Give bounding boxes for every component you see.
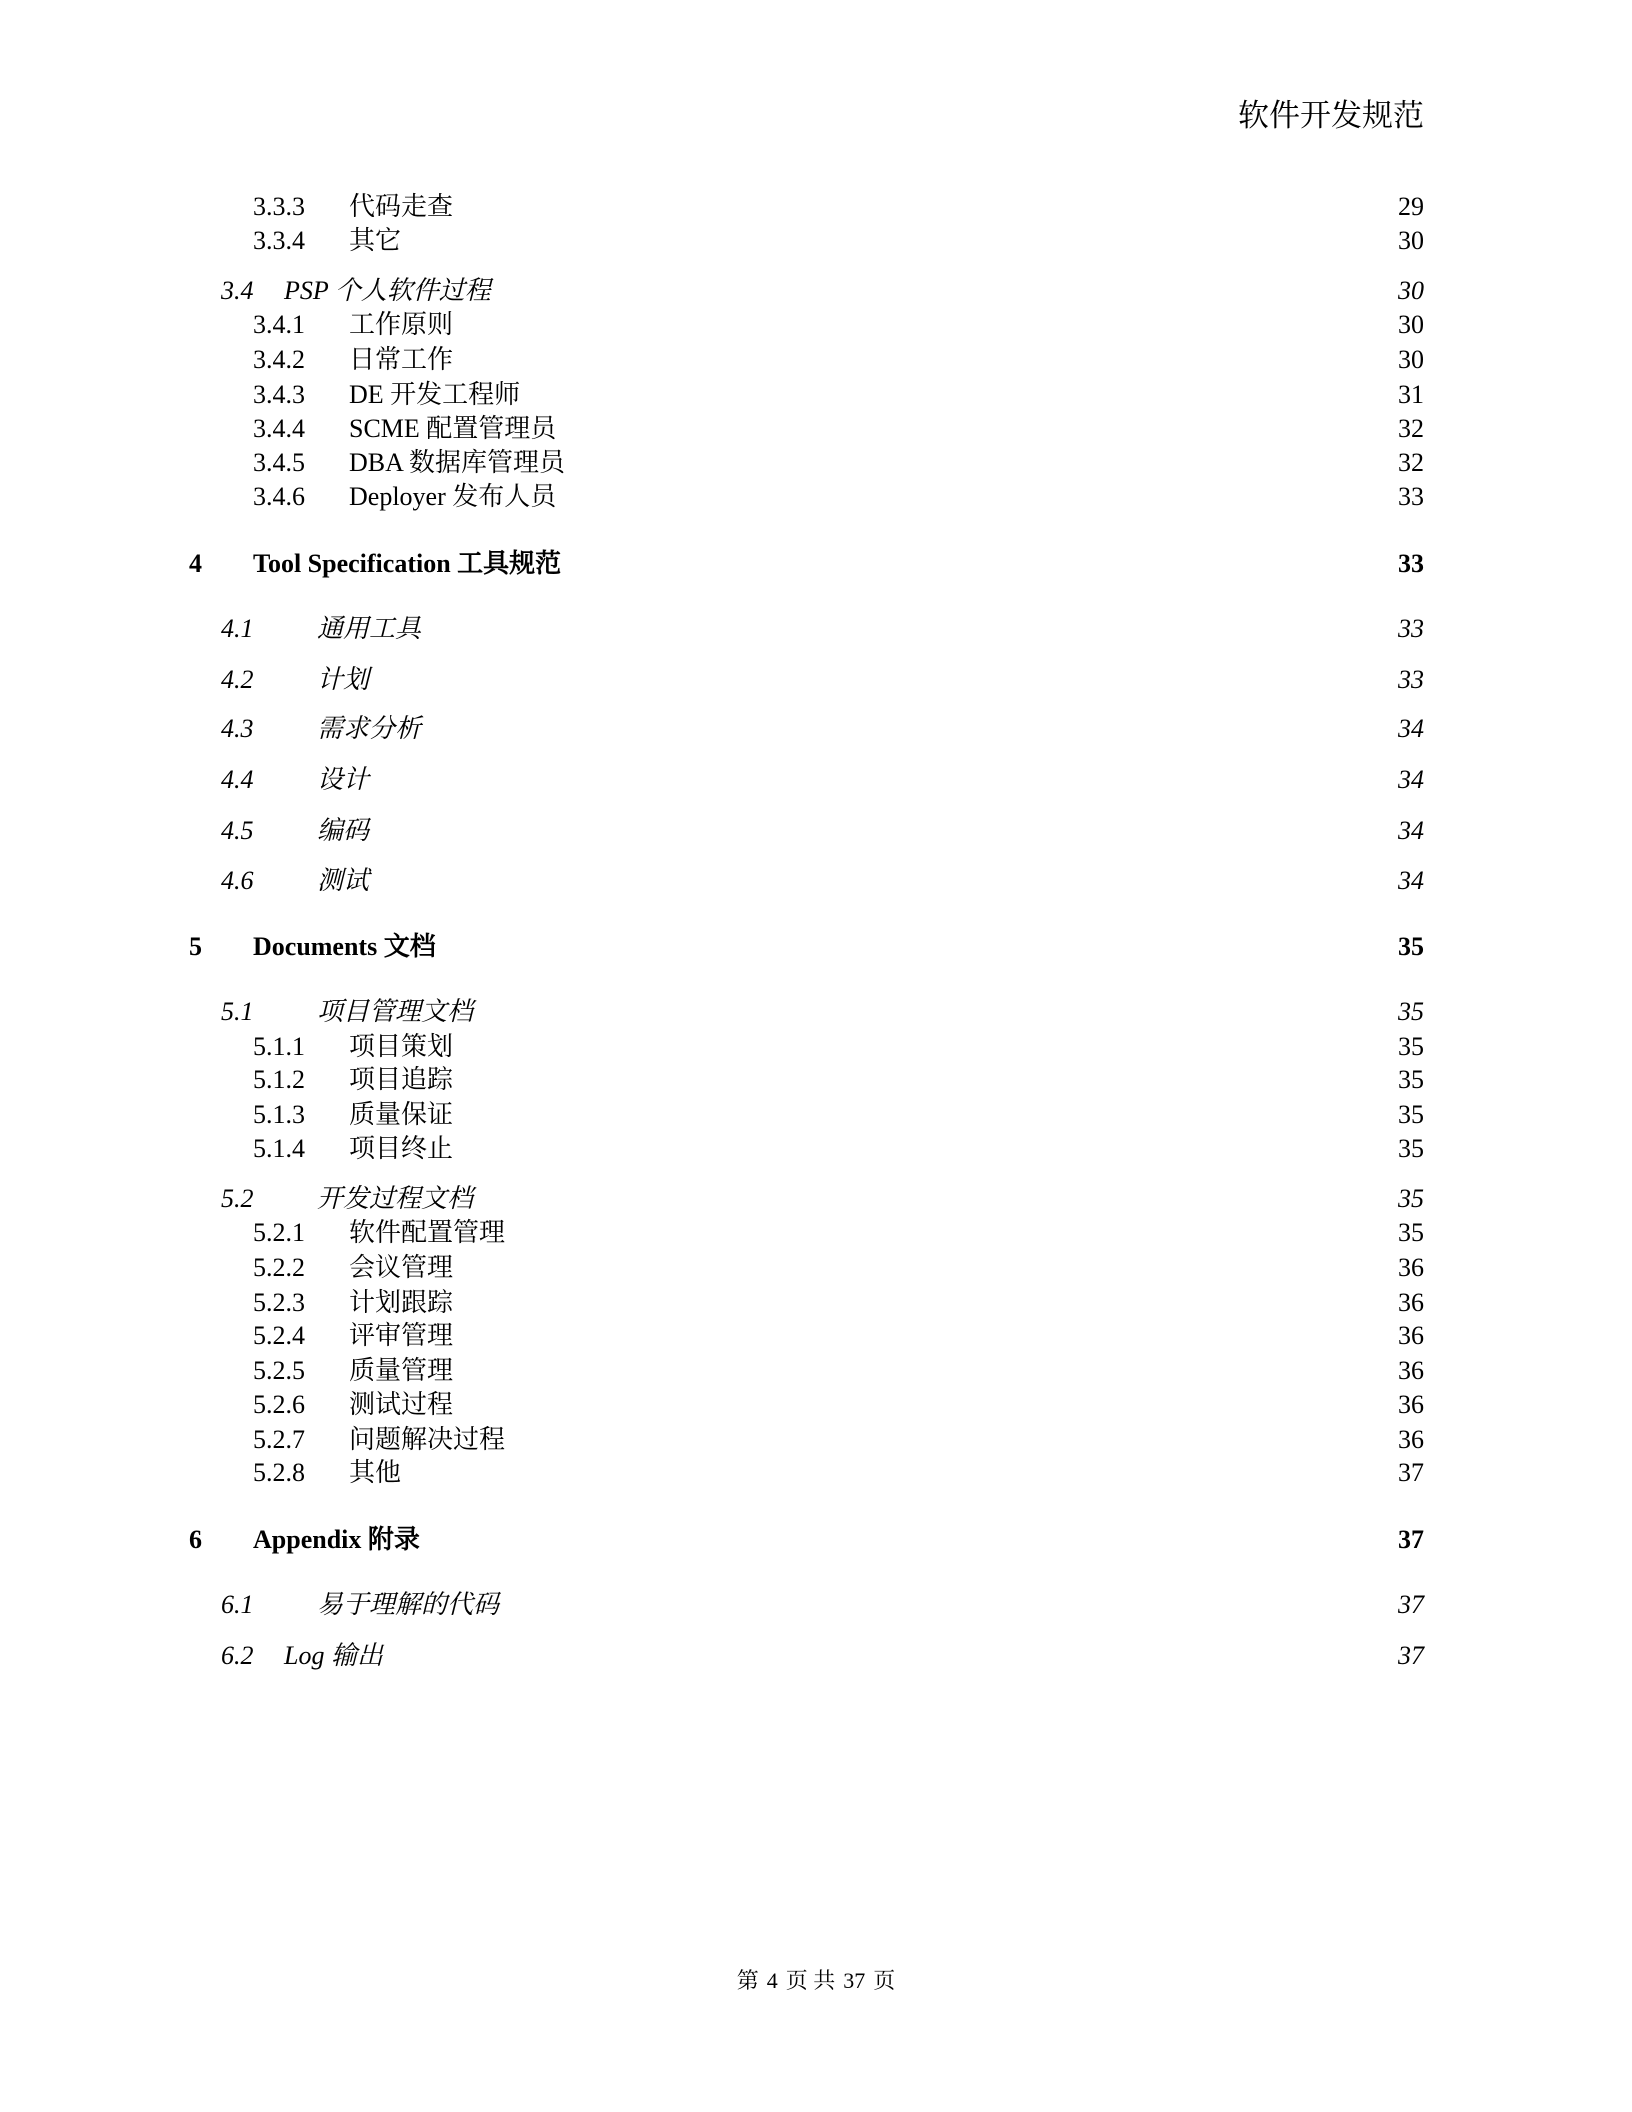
toc-entry-title: 计划跟踪 bbox=[349, 1288, 454, 1317]
toc-entry-page: 29 bbox=[1398, 192, 1424, 221]
toc-entry[interactable] bbox=[0, 1251, 1632, 1285]
toc-entry-number: 6 bbox=[189, 1525, 202, 1554]
toc-entry[interactable] bbox=[0, 864, 1632, 898]
toc-entry-number: 3.4.6 bbox=[253, 482, 305, 511]
toc-entry[interactable] bbox=[0, 412, 1632, 446]
toc-entry-number: 3.4 bbox=[221, 276, 254, 305]
toc-entry[interactable] bbox=[0, 763, 1632, 797]
toc-entry-title: 需求分析 bbox=[317, 714, 422, 743]
toc-entry-title: 开发过程文档 bbox=[317, 1184, 474, 1213]
toc-entry-page: 35 bbox=[1398, 1218, 1424, 1247]
toc-entry-number: 5.2.6 bbox=[253, 1390, 305, 1419]
toc-entry-number: 4.1 bbox=[221, 614, 254, 643]
toc-entry-title: Log 输出 bbox=[284, 1641, 383, 1670]
toc-entry[interactable] bbox=[0, 663, 1632, 697]
toc-entry-page: 32 bbox=[1398, 414, 1424, 443]
toc-entry-title: DE 开发工程师 bbox=[349, 380, 521, 409]
toc-entry[interactable] bbox=[0, 378, 1632, 412]
toc-entry-title: 编码 bbox=[317, 816, 370, 845]
toc-entry-page: 36 bbox=[1398, 1288, 1424, 1317]
toc-entry-page: 35 bbox=[1398, 1032, 1424, 1061]
toc-entry[interactable] bbox=[0, 547, 1632, 581]
toc-entry-title: 项目追踪 bbox=[349, 1065, 454, 1094]
page-footer bbox=[0, 1966, 1632, 1996]
toc-entry-title: 质量保证 bbox=[349, 1100, 454, 1129]
toc-entry-title: 代码走查 bbox=[349, 192, 454, 221]
toc-entry-page: 35 bbox=[1398, 932, 1424, 961]
toc-entry-number: 4.4 bbox=[221, 765, 254, 794]
toc-entry[interactable] bbox=[0, 1319, 1632, 1353]
toc-entry-number: 5.1.4 bbox=[253, 1134, 305, 1163]
footer-mid: 页 共 bbox=[785, 1968, 836, 1993]
toc-entry[interactable] bbox=[0, 1523, 1632, 1557]
toc-entry-number: 4 bbox=[189, 549, 202, 578]
toc-entry-page: 35 bbox=[1398, 1134, 1424, 1163]
toc-entry-title: 计划 bbox=[317, 665, 370, 694]
toc-entry-title: 测试过程 bbox=[349, 1390, 454, 1419]
toc-entry[interactable] bbox=[0, 224, 1632, 258]
toc-entry-title: Tool Specification 工具规范 bbox=[253, 549, 562, 578]
toc-entry-number: 6.2 bbox=[221, 1641, 254, 1670]
toc-entry-page: 34 bbox=[1398, 714, 1424, 743]
toc-entry[interactable] bbox=[0, 612, 1632, 646]
footer-prefix: 第 bbox=[736, 1968, 759, 1993]
toc-entry[interactable] bbox=[0, 1388, 1632, 1422]
toc-entry-number: 5.1.1 bbox=[253, 1032, 305, 1061]
toc-entry[interactable] bbox=[0, 712, 1632, 746]
toc-entry-title: Appendix 附录 bbox=[253, 1525, 420, 1554]
toc-entry[interactable] bbox=[0, 446, 1632, 480]
toc-entry-title: 其它 bbox=[349, 226, 402, 255]
toc-entry-number: 3.4.1 bbox=[253, 310, 305, 339]
toc-entry-number: 3.3.4 bbox=[253, 226, 305, 255]
toc-entry-title: 评审管理 bbox=[349, 1321, 454, 1350]
toc-entry[interactable] bbox=[0, 190, 1632, 224]
toc-entry-number: 5.2.3 bbox=[253, 1288, 305, 1317]
toc-entry-title: 工作原则 bbox=[349, 310, 454, 339]
toc-entry-title: 日常工作 bbox=[349, 345, 454, 374]
toc-entry[interactable] bbox=[0, 995, 1632, 1029]
toc-entry[interactable] bbox=[0, 308, 1632, 342]
toc-entry-page: 36 bbox=[1398, 1425, 1424, 1454]
toc-entry[interactable] bbox=[0, 1423, 1632, 1457]
toc-entry-number: 3.4.5 bbox=[253, 448, 305, 477]
toc-entry[interactable] bbox=[0, 1354, 1632, 1388]
toc-entry[interactable] bbox=[0, 1182, 1632, 1216]
toc-entry-page: 33 bbox=[1398, 614, 1424, 643]
toc-entry-title: 问题解决过程 bbox=[349, 1425, 506, 1454]
toc-entry-page: 36 bbox=[1398, 1390, 1424, 1419]
toc-entry-number: 5.1.2 bbox=[253, 1065, 305, 1094]
toc-entry-number: 4.3 bbox=[221, 714, 254, 743]
toc-entry[interactable] bbox=[0, 343, 1632, 377]
toc-entry[interactable] bbox=[0, 814, 1632, 848]
toc-entry-title: 软件配置管理 bbox=[349, 1218, 506, 1247]
toc-entry-title: 项目策划 bbox=[349, 1032, 454, 1061]
toc-entry-page: 35 bbox=[1398, 1100, 1424, 1129]
toc-entry-number: 5.2.5 bbox=[253, 1356, 305, 1385]
toc-entry-number: 5.2.4 bbox=[253, 1321, 305, 1350]
toc-entry-page: 33 bbox=[1398, 549, 1424, 578]
toc-entry[interactable] bbox=[0, 480, 1632, 514]
toc-entry-number: 5.2.2 bbox=[253, 1253, 305, 1282]
toc-entry-number: 5.2.7 bbox=[253, 1425, 305, 1454]
toc-entry-number: 4.2 bbox=[221, 665, 254, 694]
toc-entry-page: 30 bbox=[1398, 276, 1424, 305]
toc-entry-number: 6.1 bbox=[221, 1590, 254, 1619]
toc-entry-page: 30 bbox=[1398, 310, 1424, 339]
toc-entry-title: 项目终止 bbox=[349, 1134, 454, 1163]
toc-entry[interactable] bbox=[0, 1456, 1632, 1490]
toc-entry-number: 3.3.3 bbox=[253, 192, 305, 221]
footer-suffix: 页 bbox=[873, 1968, 896, 1993]
footer-total-pages: 37 bbox=[843, 1968, 866, 1993]
toc-entry-page: 31 bbox=[1398, 380, 1424, 409]
document-header-title: 软件开发规范 bbox=[1238, 98, 1424, 133]
toc-entry-title: 设计 bbox=[317, 765, 370, 794]
toc-entry-page: 33 bbox=[1398, 665, 1424, 694]
toc-entry[interactable] bbox=[0, 274, 1632, 308]
toc-entry-number: 5.1 bbox=[221, 997, 254, 1026]
toc-entry[interactable] bbox=[0, 1639, 1632, 1673]
toc-entry-title: Documents 文档 bbox=[253, 932, 436, 961]
toc-entry[interactable] bbox=[0, 1030, 1632, 1064]
toc-entry-number: 5 bbox=[189, 932, 202, 961]
toc-entry-title: 项目管理文档 bbox=[317, 997, 474, 1026]
toc-entry-page: 36 bbox=[1398, 1321, 1424, 1350]
toc-entry-number: 5.2.8 bbox=[253, 1458, 305, 1487]
toc-entry-title: 会议管理 bbox=[349, 1253, 454, 1282]
toc-entry[interactable] bbox=[0, 1216, 1632, 1250]
footer-current-page: 4 bbox=[766, 1968, 778, 1993]
toc-entry-title: 测试 bbox=[317, 866, 370, 895]
toc-entry[interactable] bbox=[0, 1132, 1632, 1166]
toc-entry-page: 34 bbox=[1398, 816, 1424, 845]
toc-entry-title: PSP 个人软件过程 bbox=[284, 276, 491, 305]
toc-entry-page: 35 bbox=[1398, 1065, 1424, 1094]
toc-entry-title: 通用工具 bbox=[317, 614, 422, 643]
toc-entry-page: 30 bbox=[1398, 345, 1424, 374]
toc-entry[interactable] bbox=[0, 1063, 1632, 1097]
toc-entry-title: 易于理解的代码 bbox=[317, 1590, 500, 1619]
toc-entry-page: 30 bbox=[1398, 226, 1424, 255]
toc-entry-page: 37 bbox=[1398, 1525, 1424, 1554]
toc-entry[interactable] bbox=[0, 1098, 1632, 1132]
toc-entry-page: 37 bbox=[1398, 1590, 1424, 1619]
toc-entry-number: 5.2 bbox=[221, 1184, 254, 1213]
toc-entry-page: 35 bbox=[1398, 997, 1424, 1026]
toc-entry-page: 37 bbox=[1398, 1458, 1424, 1487]
toc-entry-page: 34 bbox=[1398, 866, 1424, 895]
toc-entry-number: 3.4.2 bbox=[253, 345, 305, 374]
toc-entry-page: 34 bbox=[1398, 765, 1424, 794]
toc-entry-page: 36 bbox=[1398, 1356, 1424, 1385]
toc-entry-number: 3.4.4 bbox=[253, 414, 305, 443]
toc-entry[interactable] bbox=[0, 930, 1632, 964]
toc-entry-title: SCME 配置管理员 bbox=[349, 414, 557, 443]
toc-entry-page: 32 bbox=[1398, 448, 1424, 477]
toc-entry-number: 5.2.1 bbox=[253, 1218, 305, 1247]
toc-entry[interactable] bbox=[0, 1286, 1632, 1320]
toc-entry-number: 4.5 bbox=[221, 816, 254, 845]
toc-entry-number: 3.4.3 bbox=[253, 380, 305, 409]
toc-entry-page: 35 bbox=[1398, 1184, 1424, 1213]
toc-entry[interactable] bbox=[0, 1588, 1632, 1622]
toc-entry-title: Deployer 发布人员 bbox=[349, 482, 557, 511]
toc-entry-page: 37 bbox=[1398, 1641, 1424, 1670]
toc-entry-number: 4.6 bbox=[221, 866, 254, 895]
toc-entry-number: 5.1.3 bbox=[253, 1100, 305, 1129]
toc-entry-page: 33 bbox=[1398, 482, 1424, 511]
toc-entry-page: 36 bbox=[1398, 1253, 1424, 1282]
toc-entry-title: 其他 bbox=[349, 1458, 402, 1487]
toc-entry-title: DBA 数据库管理员 bbox=[349, 448, 565, 477]
toc-entry-title: 质量管理 bbox=[349, 1356, 454, 1385]
